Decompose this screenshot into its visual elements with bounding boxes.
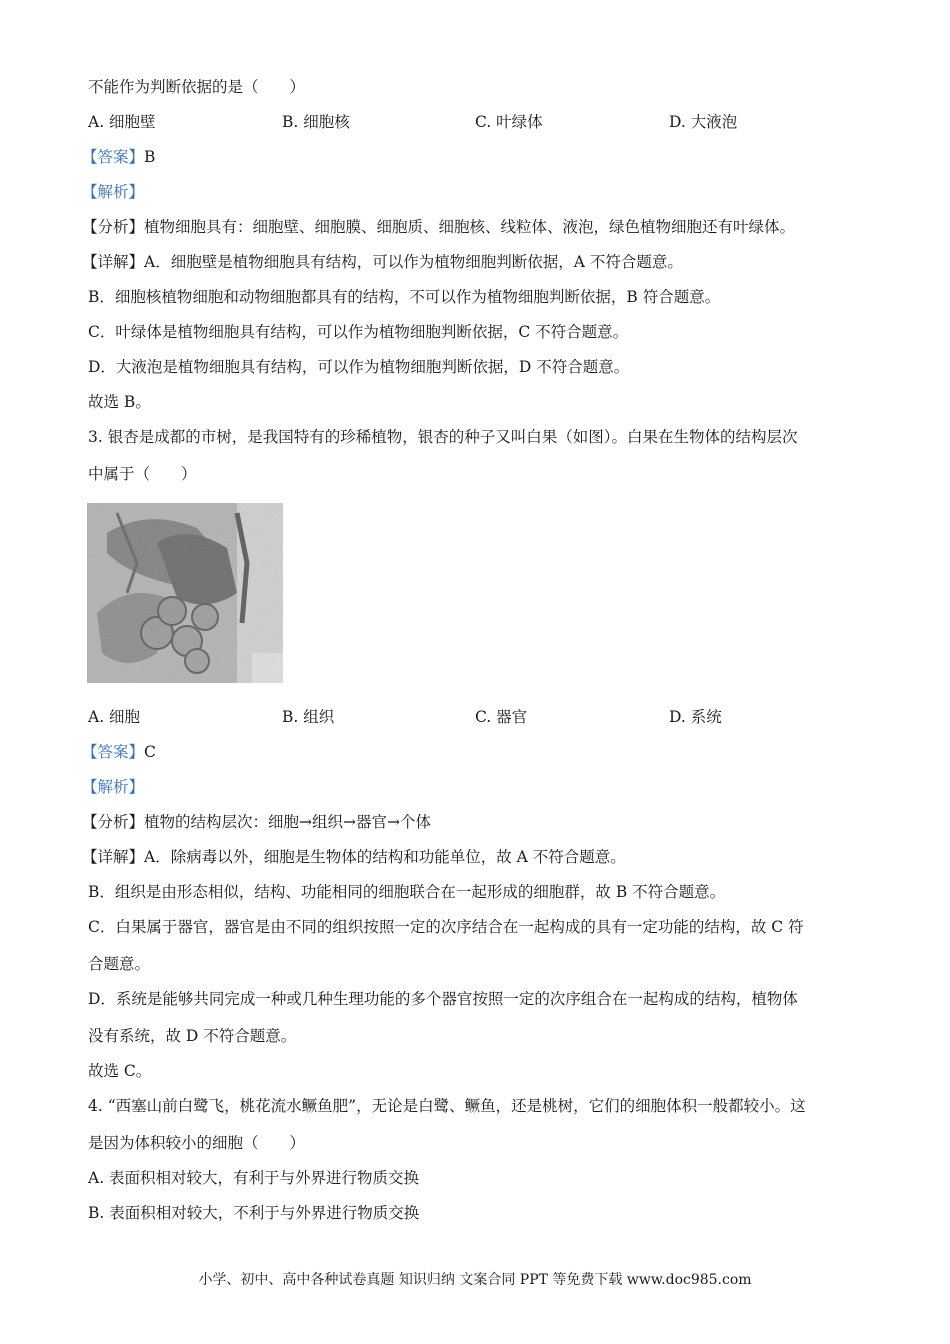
q3-option-d: D. 系统 [669,708,722,726]
fenxi-tag: 【分析】 [82,218,145,236]
detail-text: A．除病毒以外，细胞是生物体的结构和功能单位，故 A 不符合题意。 [144,848,626,866]
q2-detail-a [82,251,683,273]
q2-options [88,111,888,133]
q2-answer [82,146,155,168]
xiangjie-tag: 【详解】 [82,253,145,271]
q2-option-c: C. 叶绿体 [475,113,543,131]
detail-text: A．细胞壁是植物细胞具有结构，可以作为植物细胞判断依据，A 不符合题意。 [144,253,683,271]
q2-stem-tail: 不能作为判断依据的是（ ） [88,78,306,96]
answer-tag: 【答案】 [82,743,145,761]
q3-option-c: C. 器官 [475,708,528,726]
answer-tag: 【答案】 [82,148,145,166]
xiangjie-tag: 【详解】 [82,848,145,866]
q3-detail-a [82,846,626,868]
fenxi-text: 植物的结构层次：细胞→组织→器官→个体 [144,813,431,831]
q3-stem-line-2: 中属于（ ） [88,465,197,483]
q2-option-a: A. 细胞壁 [88,113,156,131]
q2-option-d: D. 大液泡 [669,113,738,131]
q2-conclusion: 故选 B。 [88,393,151,411]
q2-option-b: B. 细胞核 [282,113,350,131]
q3-detail-c-line-1: C．白果属于器官，器官是由不同的组织按照一定的次序结合在一起构成的具有一定功能的结构，故 C 符 [88,918,804,936]
q4-option-b: B. 表面积相对较大，不利于与外界进行物质交换 [88,1204,420,1222]
q2-detail-b: B．细胞核植物细胞和动物细胞都具有的结构，不可以作为植物细胞判断依据，B 符合题意。 [88,288,721,306]
q3-detail-b: B．组织是由形态相似，结构、功能相同的细胞联合在一起形成的细胞群，故 B 不符合题意。 [88,883,726,901]
q3-answer [82,741,156,763]
q3-options [88,706,888,728]
answer-value: B [144,148,156,166]
fenxi-tag: 【分析】 [82,813,145,831]
q3-stem-line-1: 3. 银杏是成都的市树，是我国特有的珍稀植物，银杏的种子又叫白果（如图）。白果在生物体的结构层次 [88,428,798,446]
q3-conclusion: 故选 C。 [88,1062,152,1080]
q3-fenxi [82,811,431,833]
q4-option-a: A. 表面积相对较大，有利于与外界进行物质交换 [88,1169,420,1187]
ginkgo-photo-illustration [87,503,283,683]
q2-analysis-tag: 【解析】 [82,183,145,201]
q2-detail-c: C．叶绿体是植物细胞具有结构，可以作为植物细胞判断依据，C 不符合题意。 [88,323,629,341]
page-footer: 小学、初中、高中各种试卷真题 知识归纳 文案合同 PPT 等免费下载 www.doc985.com [198,1272,752,1288]
q3-detail-d-line-1: D．系统是能够共同完成一种或几种生理功能的多个器官按照一定的次序组合在一起构成的结构，植物体 [88,990,798,1008]
q2-fenxi [82,216,795,238]
q3-detail-c-line-2: 合题意。 [88,955,151,973]
answer-value: C [144,743,156,761]
ginkgo-seed-photo [87,503,283,683]
fenxi-text: 植物细胞具有：细胞壁、细胞膜、细胞质、细胞核、线粒体、液泡，绿色植物细胞还有叶绿体。 [144,218,796,236]
q4-stem-line-1: 4. “西塞山前白鹭飞，桃花流水鳜鱼肥”，无论是白鹭、鳜鱼，还是桃树，它们的细胞体积一般都较小。这 [88,1097,806,1115]
q3-option-b: B. 组织 [282,708,335,726]
q4-stem-line-2: 是因为体积较小的细胞（ ） [88,1134,306,1152]
q3-option-a: A. 细胞 [88,708,141,726]
q3-analysis-tag: 【解析】 [82,778,145,796]
q3-detail-d-line-2: 没有系统，故 D 不符合题意。 [88,1027,297,1045]
q2-detail-d: D．大液泡是植物细胞具有结构，可以作为植物细胞判断依据，D 不符合题意。 [88,358,630,376]
